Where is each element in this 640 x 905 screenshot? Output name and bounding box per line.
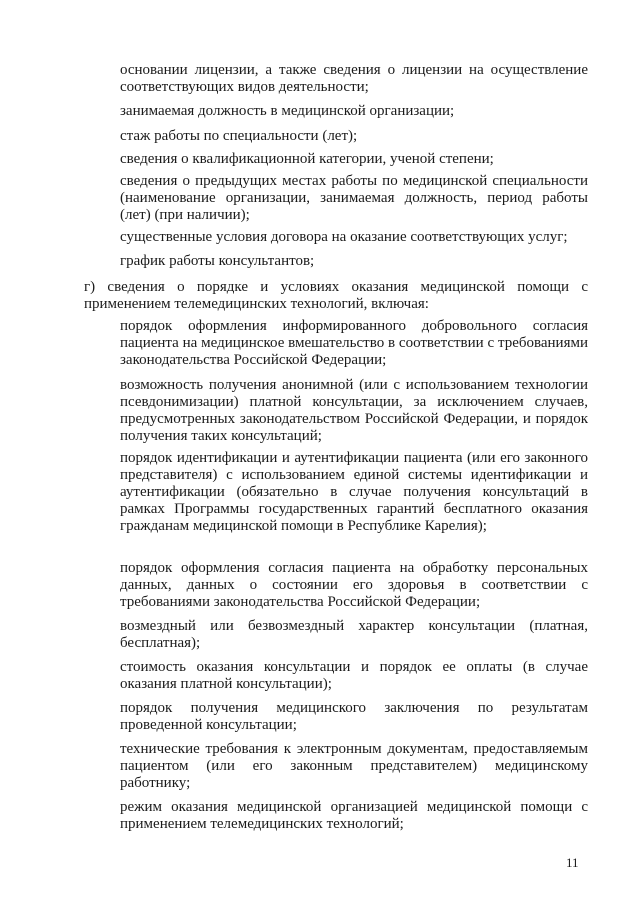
paragraph-work-experience: стаж работы по специальности (лет); xyxy=(120,128,358,144)
paragraph-license-info: основании лицензии, а также сведения о лицензии на осуществление соответствующих видов деятельности; xyxy=(120,62,588,95)
paragraph-previous-jobs: сведения о предыдущих местах работы по медицинской специальности (наименование организации, занимаемая должность, период работы (лет) (при наличии); xyxy=(120,173,588,223)
paragraph-identification: порядок идентификации и аутентификации пациента (или его законного представителя) с использованием единой системы идентификации и аутентификации (обязательно в случае получения консультаций в рамках Программы государственных гарантий бесплатного оказания гражданам медицинской помощи в Республике Карелия); xyxy=(120,450,588,534)
paragraph-section-g: г) сведения о порядке и условиях оказания медицинской помощи с применением телемедицинских технологий, включая: xyxy=(84,279,588,312)
paragraph-informed-consent: порядок оформления информированного добровольного согласия пациента на медицинское вмешательство в соответствии с требованиями законодательства Российской Федерации; xyxy=(120,318,588,368)
paragraph-personal-data-consent: порядок оформления согласия пациента на обработку персональных данных, данных о состоянии его здоровья в соответствии с требованиями законодательства Российской Федерации; xyxy=(120,560,588,610)
paragraph-paid-or-free: возмездный или безвозмездный характер консультации (платная, бесплатная); xyxy=(120,618,588,651)
paragraph-qualification: сведения о квалификационной категории, ученой степени; xyxy=(120,151,494,167)
paragraph-consultant-schedule: график работы консультантов; xyxy=(120,253,315,269)
paragraph-cost-payment: стоимость оказания консультации и порядок ее оплаты (в случае оказания платной консультации); xyxy=(120,659,588,692)
paragraph-position: занимаемая должность в медицинской организации; xyxy=(120,103,455,119)
paragraph-medical-conclusion: порядок получения медицинского заключения по результатам проведенной консультации; xyxy=(120,700,588,733)
paragraph-contract-terms: существенные условия договора на оказание соответствующих услуг; xyxy=(120,229,568,245)
paragraph-operating-mode: режим оказания медицинской организацией медицинской помощи с применением телемедицинских технологий; xyxy=(120,799,588,832)
paragraph-technical-requirements: технические требования к электронным документам, предоставляемым пациентом (или его законным представителем) медицинскому работнику; xyxy=(120,741,588,791)
paragraph-anonymous-consultation: возможность получения анонимной (или с использованием технологии псевдонимизации) платной консультации, за исключением случаев, предусмотренных законодательством Российской Федерации, и порядок получения таких консультаций; xyxy=(120,377,588,444)
page-number: 11 xyxy=(566,855,579,870)
